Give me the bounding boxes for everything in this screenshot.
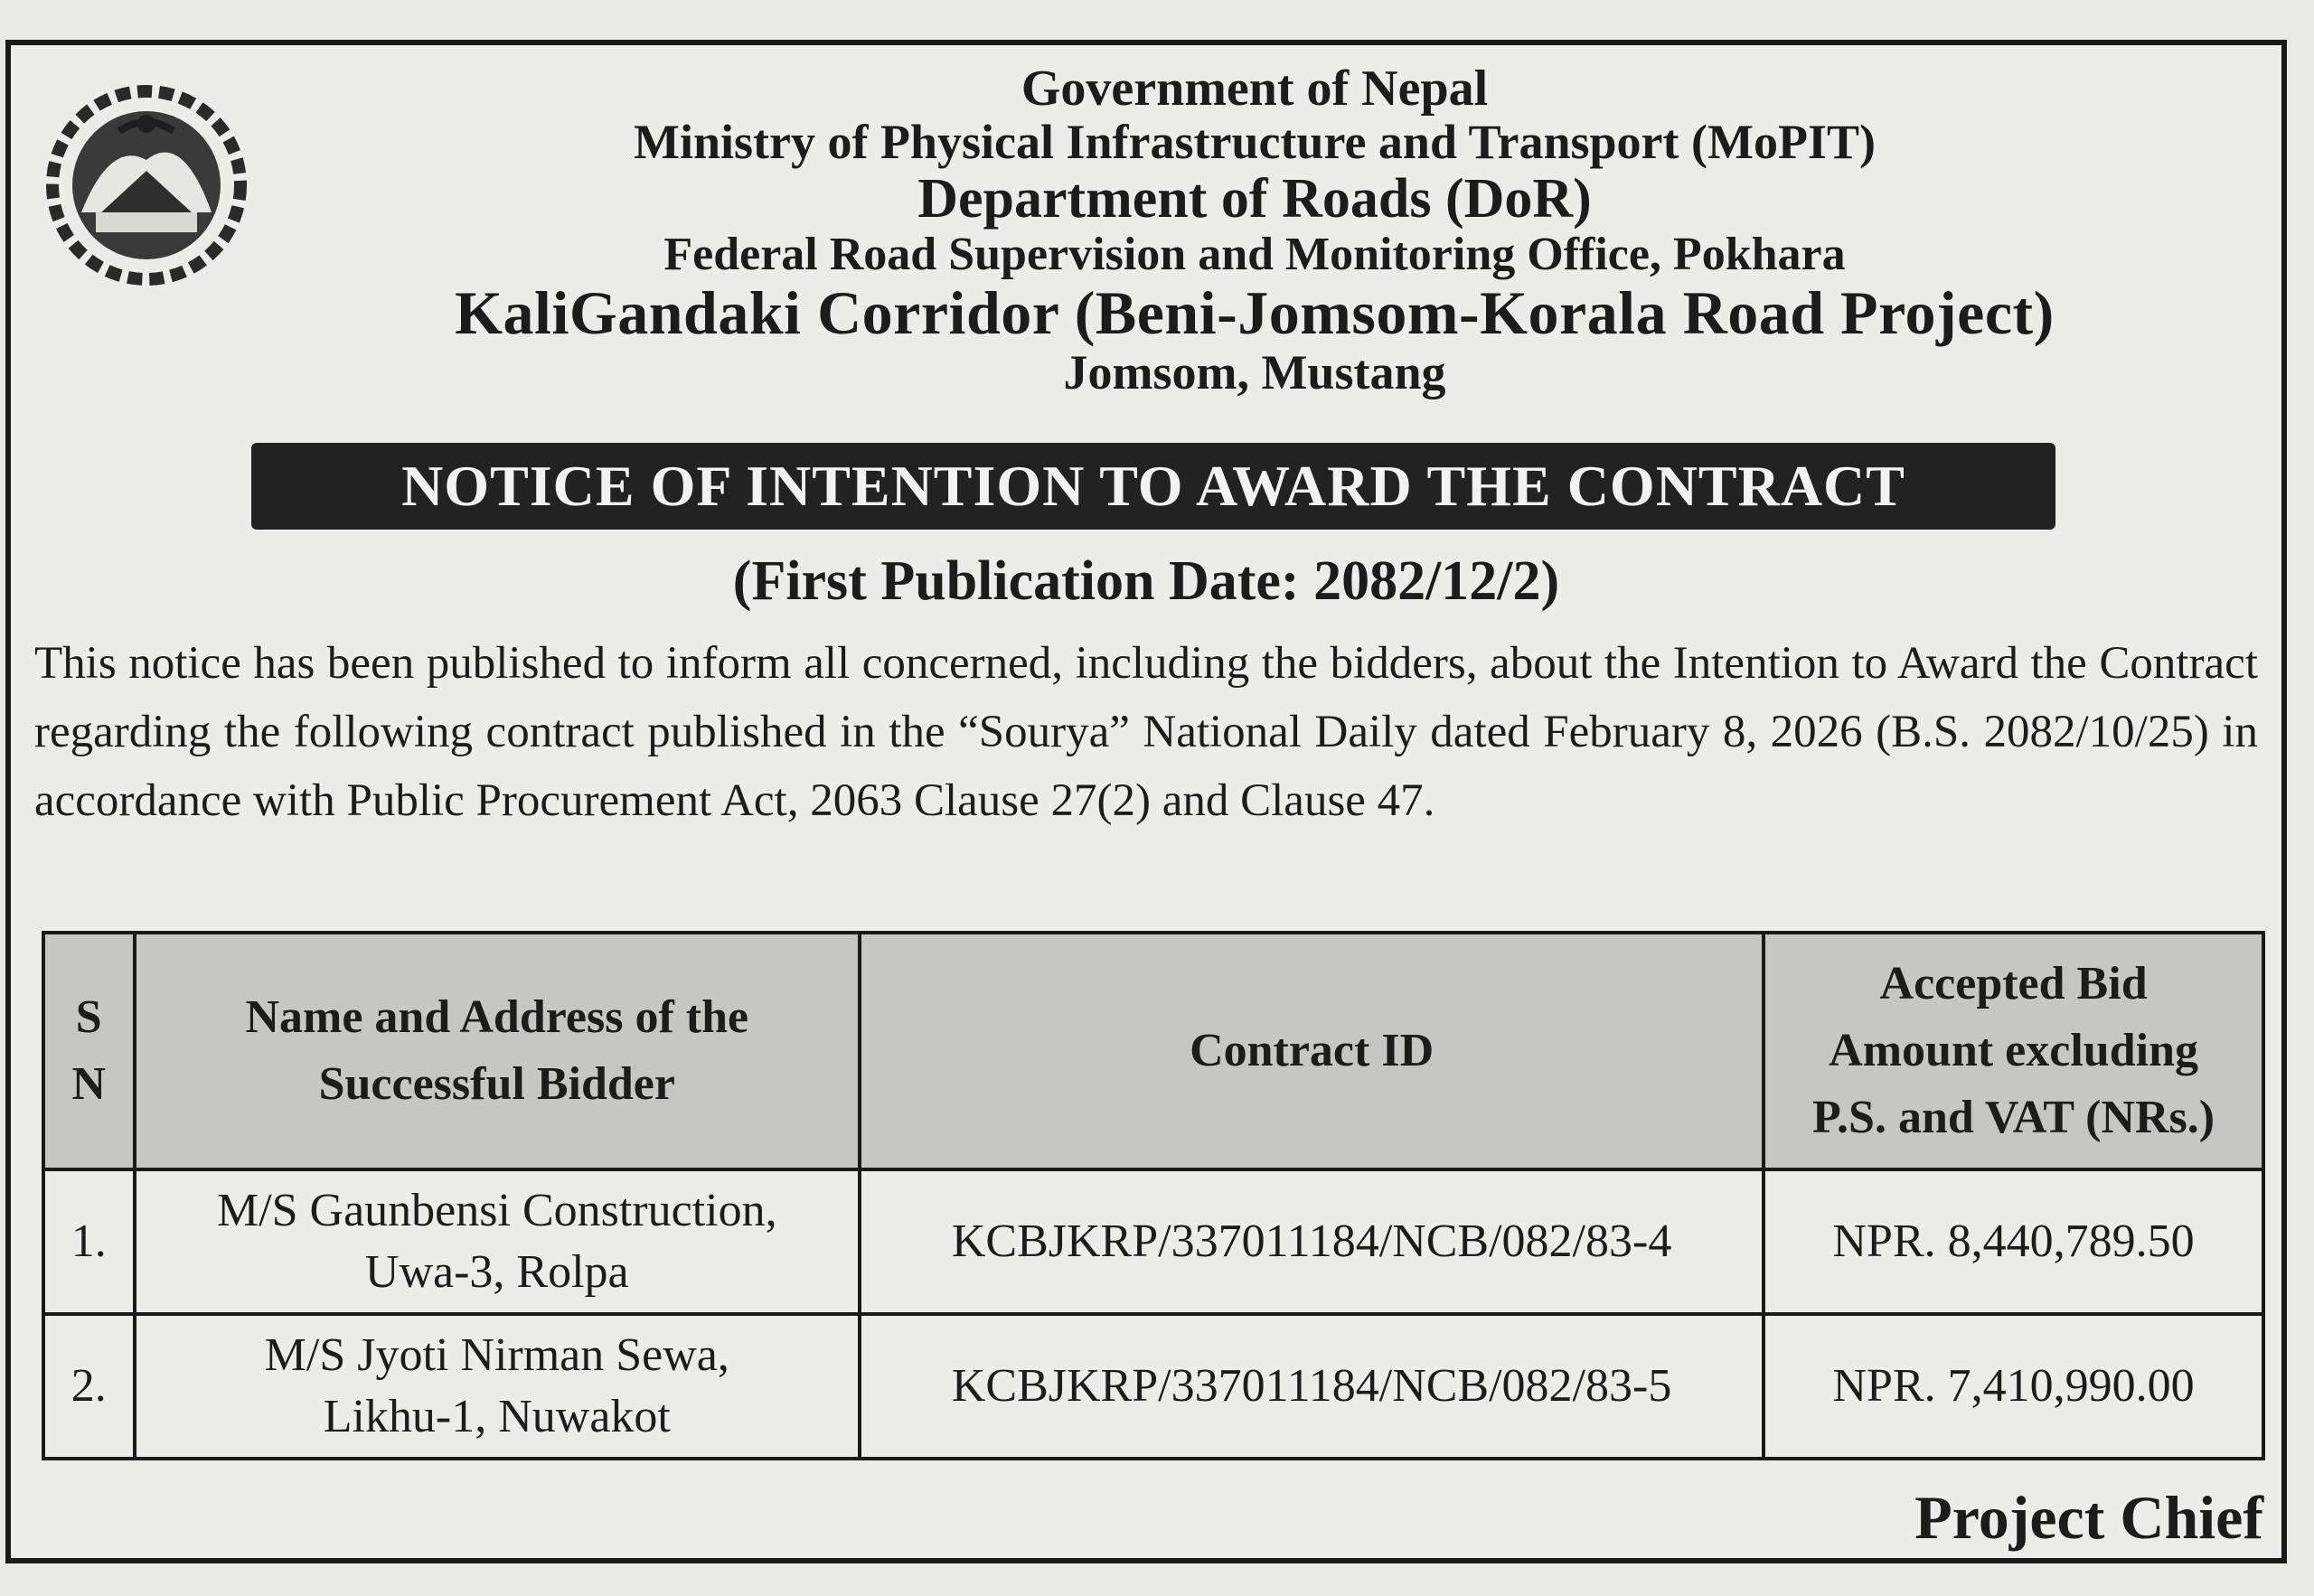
- notice-intro-text: This notice has been published to inform all concerned, including the bidders, about the Intention to Award the Contract regarding the following contract published in the “Sourya” National Daily dated February 8, 2026 (B.S. 2082/10/25) in accordance with Public Procurement Act, 2063 Clause 27(2) and Clause 47.: [34, 638, 2258, 826]
- table-row: [43, 1169, 2263, 1314]
- notice-frame: [5, 40, 2287, 1563]
- header-amount: [1764, 933, 2263, 1169]
- row-sn: 1.: [43, 1169, 135, 1314]
- project-name: KaliGandaki Corridor (Beni-Jomsom-Korala Road Project): [455, 277, 2055, 347]
- publication-date: (First Publication Date: 2082/12/2): [732, 550, 1560, 612]
- header-amount-line1: Accepted Bid: [1879, 958, 2148, 1009]
- notice-title-banner: NOTICE OF INTENTION TO AWARD THE CONTRACT: [251, 443, 2055, 530]
- nepal-government-emblem-icon: [38, 77, 255, 294]
- header-sn-line1: S: [75, 991, 102, 1043]
- row-contract-id: KCBJKRP/337011184/NCB/082/83-4: [860, 1169, 1764, 1314]
- row-bidder: [135, 1314, 861, 1459]
- award-table: [42, 931, 2265, 1460]
- row-sn: 2.: [43, 1314, 135, 1459]
- government-name: Government of Nepal: [1021, 61, 1489, 117]
- header-amount-line2: Amount excluding: [1829, 1025, 2198, 1076]
- header-sn-line2: N: [71, 1058, 107, 1110]
- table-row: [43, 1314, 2263, 1459]
- bidder-name: M/S Jyoti Nirman Sewa,: [264, 1329, 729, 1381]
- bidder-address: Likhu-1, Nuwakot: [323, 1391, 671, 1442]
- header-sn: [43, 933, 135, 1169]
- header-amount-line3: P.S. and VAT (NRs.): [1812, 1092, 2215, 1143]
- header-bidder-line1: Name and Address of the: [245, 991, 749, 1043]
- row-amount: NPR. 8,440,789.50: [1764, 1169, 2263, 1314]
- signatory-title: Project Chief: [1914, 1483, 2263, 1552]
- bidder-name: M/S Gaunbensi Construction,: [216, 1185, 777, 1236]
- row-amount: NPR. 7,410,990.00: [1764, 1314, 2263, 1459]
- table-header-row: [43, 933, 2263, 1169]
- row-bidder: [135, 1169, 861, 1314]
- header-bidder: [135, 933, 861, 1169]
- office-name: Federal Road Supervision and Monitoring Office, Pokhara: [663, 228, 1846, 280]
- project-location: Jomsom, Mustang: [1063, 345, 1446, 400]
- header-contract-id: Contract ID: [860, 933, 1764, 1169]
- ministry-name: Ministry of Physical Infrastructure and Transport (MoPIT): [634, 115, 1876, 170]
- letterhead: [228, 61, 2281, 399]
- bidder-address: Uwa-3, Rolpa: [364, 1246, 629, 1298]
- header-bidder-line2: Successful Bidder: [318, 1058, 675, 1110]
- row-contract-id: KCBJKRP/337011184/NCB/082/83-5: [860, 1314, 1764, 1459]
- department-name: Department of Roads (DoR): [917, 167, 1592, 230]
